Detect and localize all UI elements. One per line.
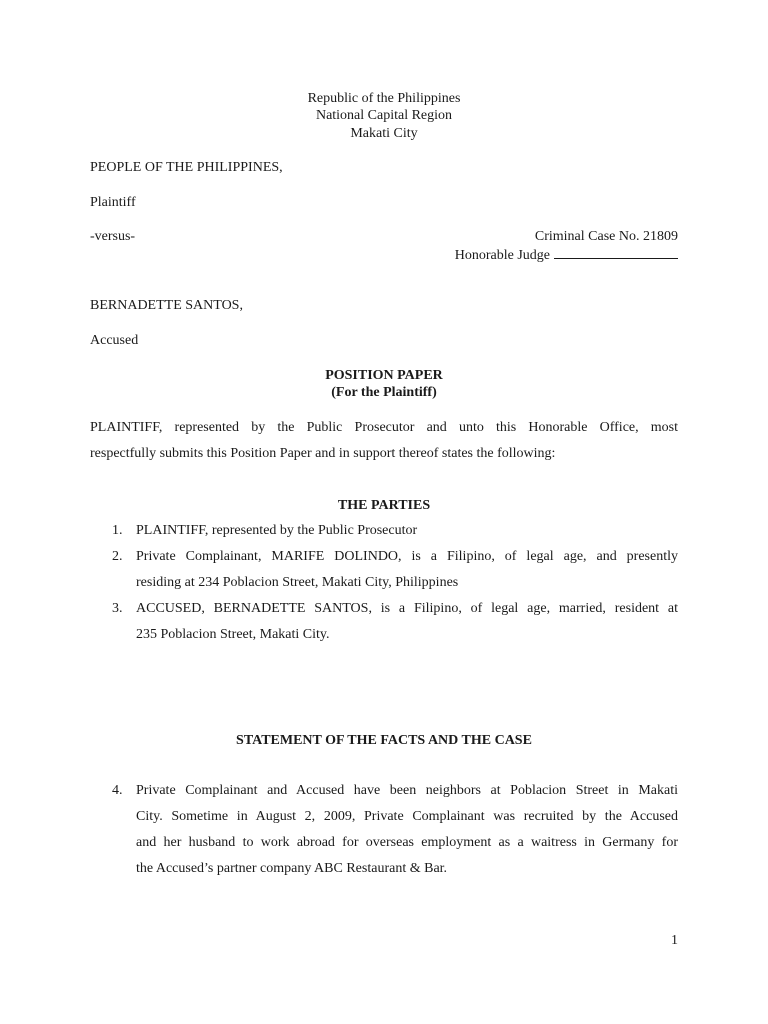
list-item-text: residing at 234 Poblacion Street, Makati City, Philippines — [136, 575, 459, 590]
list-item-text: Private Complainant, MARIFE DOLINDO, is a Filipino, of legal age, and presently — [136, 549, 678, 564]
page-number: 1 — [671, 933, 678, 948]
list-item-text: and her husband to work abroad for overseas employment as a waitress in Germany for — [136, 835, 678, 850]
list-item-text: Private Complainant and Accused have been neighbors at Poblacion Street in Makati — [136, 783, 678, 798]
caption-people: PEOPLE OF THE PHILIPPINES, — [90, 160, 283, 175]
document-title: POSITION PAPER — [325, 368, 443, 383]
caption-accused-label: Accused — [90, 333, 139, 348]
intro-line-1: PLAINTIFF, represented by the Public Prosecutor and unto this Honorable Office, most — [90, 420, 678, 435]
caption-plaintiff-label: Plaintiff — [90, 195, 136, 210]
facts-heading: STATEMENT OF THE FACTS AND THE CASE — [236, 733, 532, 748]
list-item-number: 4. — [112, 783, 123, 798]
intro-line-2: respectfully submits this Position Paper and in support thereof states the following: — [90, 446, 556, 461]
header-city: Makati City — [350, 126, 418, 141]
parties-heading: THE PARTIES — [337, 498, 431, 513]
list-item-number: 1. — [112, 523, 123, 538]
honorable-judge — [455, 245, 678, 265]
list-item-number: 2. — [112, 549, 123, 564]
judge-label: Honorable Judge — [454, 248, 550, 263]
header-country: Republic of the Philippines — [307, 91, 461, 106]
list-item-text: the Accused’s partner company ABC Restaurant & Bar. — [136, 861, 448, 876]
list-item-text: 235 Poblacion Street, Makati City. — [136, 627, 330, 642]
judge-blank-line — [554, 245, 678, 259]
list-item-text: PLAINTIFF, represented by the Public Prosecutor — [136, 523, 418, 538]
document-subtitle: (For the Plaintiff) — [331, 385, 437, 400]
case-number: Criminal Case No. 21809 — [534, 229, 678, 244]
caption-versus: -versus- — [90, 229, 136, 244]
list-item-text: City. Sometime in August 2, 2009, Private Complainant was recruited by the Accused — [136, 809, 678, 824]
list-item-number: 3. — [112, 601, 123, 616]
list-item-text: ACCUSED, BERNADETTE SANTOS, is a Filipino, of legal age, married, resident at — [136, 601, 678, 616]
header-region: National Capital Region — [315, 108, 453, 123]
caption-accused-name: BERNADETTE SANTOS, — [90, 298, 243, 313]
